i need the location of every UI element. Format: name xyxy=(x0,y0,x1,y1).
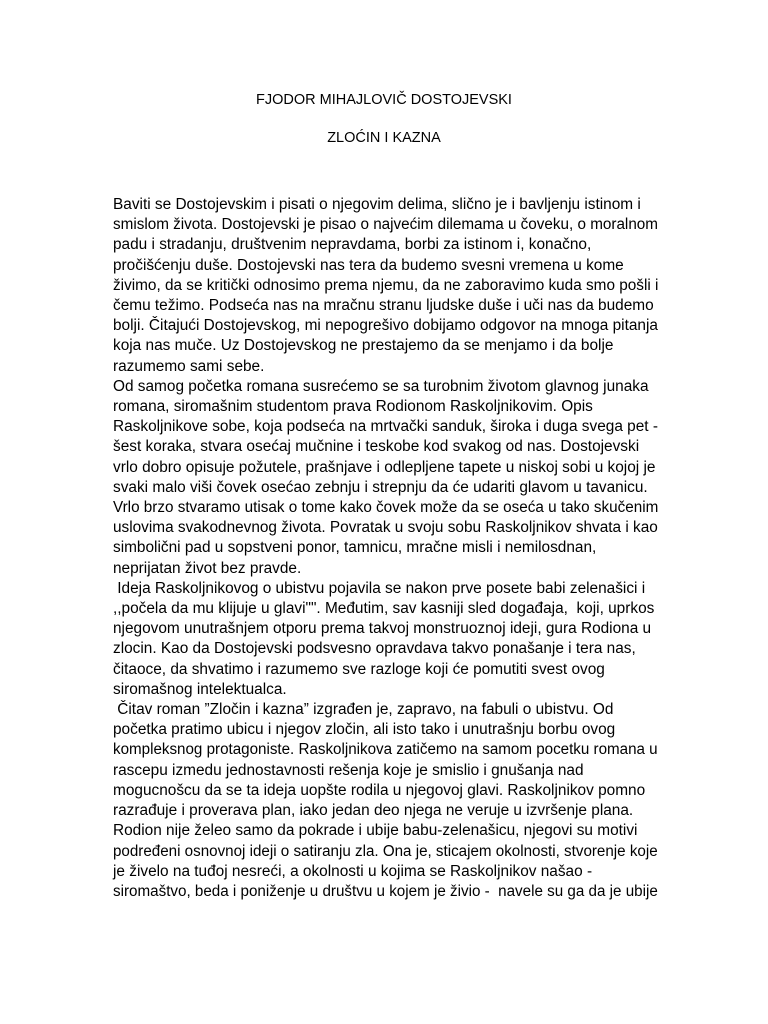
body-text-line: podređeni osnovnoj ideji o satiranju zla. Ona je, sticajem okolnosti, stvorenje koje xyxy=(113,842,658,860)
body-text-line: padu i stradanju, društvenim nepravdama, borbi za istinom i, konačno, xyxy=(113,236,592,254)
body-text-line: uslovima svakodnevnog života. Povratak u svoju sobu Raskoljnikov shvata i kao xyxy=(113,519,658,537)
body-text-line: Rodion nije želeo samo da pokrade i ubije babu-zelenašicu, njegovi su motivi xyxy=(113,822,638,840)
document-title: ZLOĆIN I KAZNA xyxy=(327,130,441,146)
body-text-line: razumemo sami sebe. xyxy=(113,357,265,375)
body-text-line: neprijatan život bez pravde. xyxy=(113,559,302,577)
body-text-line: Čitav roman ”Zločin i kazna” izgrađen je, zapravo, na fabuli o ubistvu. Od xyxy=(113,701,614,719)
document-author: FJODOR MIHAJLOVIČ DOSTOJEVSKI xyxy=(256,92,512,108)
document-body xyxy=(113,195,658,902)
body-text-line: je živelo na tuđoj nesreći, a okolnosti u kojima se Raskoljnikov našao - xyxy=(113,862,593,880)
body-text-line: pročišćenju duše. Dostojevski nas tera da budemo svesni vremena u kome xyxy=(113,256,624,274)
body-text-line: njegovom unutrašnjem otporu prema takvoj monstruoznoj ideji, gura Rodiona u xyxy=(113,620,652,638)
body-text-line: početka pratimo ubicu i njegov zločin, ali isto tako i unutrašnju borbu ovog xyxy=(113,721,616,739)
body-text-line: smislom života. Dostojevski je pisao o najvećim dilemama u čoveku, o moralnom xyxy=(113,216,658,234)
body-text-line: simbolični pad u sopstveni ponor, tamnicu, mračne misli i nemilosdnan, xyxy=(113,539,597,557)
body-text-line: siromašnog intelektualca. xyxy=(113,680,287,698)
body-text-line: Baviti se Dostojevskim i pisati o njegovim delima, slično je i bavljenju istinom i xyxy=(113,196,641,213)
body-text-line: Raskoljnikove sobe, koja podseća na mrtvački sanduk, široka i duga svega pet - xyxy=(113,418,658,436)
body-text-line: zlocin. Kao da Dostojevski podsvesno opravdava takvo ponašanje i tera nas, xyxy=(113,640,636,658)
body-text-line: bolji. Čitajući Dostojevskog, mi nepogrešivo dobijamo odgovor na mnoga pitanja xyxy=(113,317,658,335)
body-text-line: Od samog početka romana susrećemo se sa turobnim životom glavnog junaka xyxy=(113,377,649,395)
body-text-line: vrlo dobro opisuje požutele, prašnjave i odlepljene tapete u niskoj sobi u kojoj je xyxy=(113,458,656,476)
body-text-line: ,,počela da mu klijuje u glavi"". Međutim, sav kasniji sled događaja, koji, uprkos xyxy=(113,600,655,618)
body-text-line: mogucnošcu da se ta ideja uopšte rodila u njegovoj glavi. Raskoljnikov pomno xyxy=(113,781,646,799)
body-text-line: živimo, da se kritički odnosimo prema njemu, da ne zaboravimo kuda smo pošli i xyxy=(113,276,659,294)
body-text-line: svaki malo viši čovek osećao zebnju i strepnju da će udariti glavom u tavanicu. xyxy=(113,478,648,496)
body-text-line: romana, siromašnim studentom prava Rodionom Raskoljnikovim. Opis xyxy=(113,398,593,416)
body-text-line: čitaoce, da shvatimo i razumemo sve razloge koji će pomutiti svest ovog xyxy=(113,660,605,678)
body-text-line: koja nas muče. Uz Dostojevskog ne prestajemo da se menjamo i da bolje xyxy=(113,337,614,355)
body-text-line: rascepu izmedu jednostavnosti rešenja koje je smislio i gnušanja nad xyxy=(113,761,584,779)
body-text-line: siromaštvo, beda i poniženje u društvu u kojem je živio - navele su ga da je ubije xyxy=(113,882,658,900)
body-text-line: šest koraka, stvara osećaj mučnine i teskobe kod svakog od nas. Dostojevski xyxy=(113,438,640,456)
body-text-line: Ideja Raskoljnikovog o ubistvu pojavila se nakon prve posete babi zelenašici i xyxy=(113,579,646,597)
body-text-line: kompleksnog protagoniste. Raskoljnikova zatičemo na samom pocetku romana u xyxy=(113,741,658,759)
body-text-line: Vrlo brzo stvaramo utisak o tome kako čovek može da se oseća u tako skučenim xyxy=(113,499,659,517)
body-text-line: razrađuje i proverava plan, iako jedan deo njega ne veruje u izvršenje plana. xyxy=(113,802,634,820)
body-text-line: čemu težimo. Podseća nas na mračnu stranu ljudske duše i uči nas da budemo xyxy=(113,297,654,315)
